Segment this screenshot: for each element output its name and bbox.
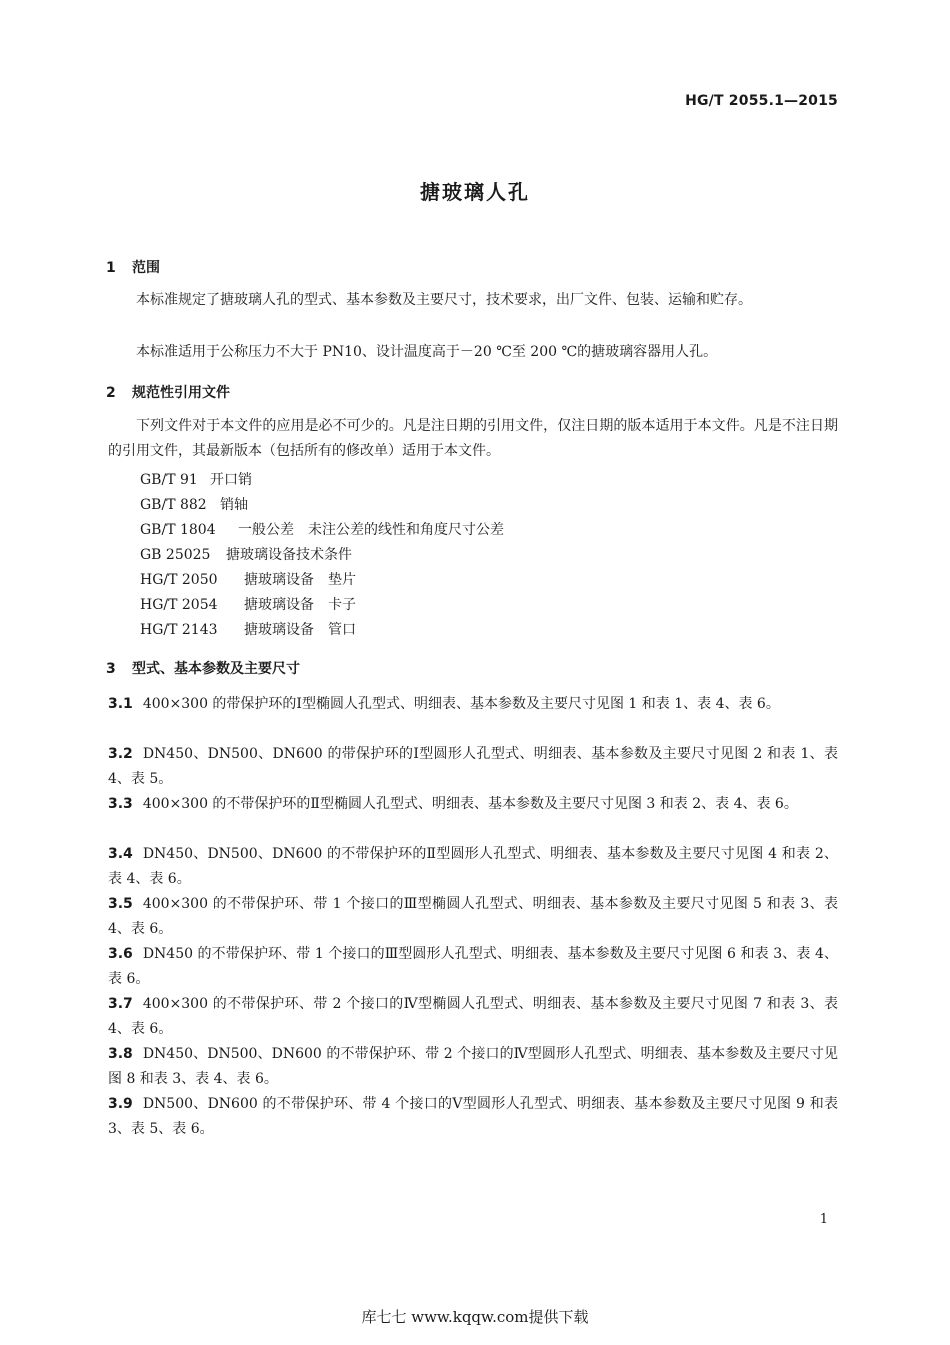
reference-title: 搪玻璃设备技术条件 (226, 547, 352, 563)
reference-title: 销轴 (220, 497, 248, 513)
section-title: 范围 (132, 260, 160, 276)
clause-text: DN450、DN500、DN600 的不带保护环、带 2 个接口的Ⅳ型圆形人孔型式、明细表、基本参数及主要尺寸见图 8 和表 3、表 4、表 6。 (108, 1046, 838, 1087)
download-footer: 库七七 www.kqqw.com提供下载 (361, 1308, 589, 1326)
clause-3-2 (108, 742, 838, 792)
reference-code: HG/T 2143 (140, 622, 218, 638)
section-number: 3 (106, 661, 116, 677)
reference-code: HG/T 2050 (140, 572, 218, 588)
clause-text: DN500、DN600 的不带保护环、带 4 个接口的Ⅴ型圆形人孔型式、明细表、基本参数及主要尺寸见图 9 和表 3、表 5、表 6。 (108, 1096, 838, 1137)
reference-item (140, 595, 356, 615)
clause-text: 400×300 的不带保护环、带 2 个接口的Ⅳ型椭圆人孔型式、明细表、基本参数及主要尺寸见图 7 和表 3、表 4、表 6。 (108, 996, 838, 1037)
clause-3-6 (108, 942, 838, 992)
clause-number: 3.7 (108, 996, 133, 1012)
page-number: 1 (819, 1212, 828, 1227)
clause-number: 3.2 (108, 746, 133, 762)
section-number: 2 (106, 385, 116, 401)
clause-text: 400×300 的带保护环的Ⅰ型椭圆人孔型式、明细表、基本参数及主要尺寸见图 1 和表 1、表 4、表 6。 (142, 696, 780, 712)
reference-item (140, 495, 248, 515)
reference-code: GB/T 882 (140, 497, 207, 513)
section-title: 型式、基本参数及主要尺寸 (132, 661, 300, 677)
section-1-heading (106, 257, 160, 277)
section-3-heading (106, 658, 300, 678)
clause-number: 3.4 (108, 846, 133, 862)
section-2-paragraph: 下列文件对于本文件的应用是必不可少的。凡是注日期的引用文件，仅注日期的版本适用于本文件。凡是不注日期的引用文件，其最新版本（包括所有的修改单）适用于本文件。 (108, 418, 838, 459)
clause-number: 3.5 (108, 896, 133, 912)
section-2-heading (106, 382, 230, 402)
section-1-paragraph-2: 本标准适用于公称压力不大于 PN10、设计温度高于－20 ℃至 200 ℃的搪玻璃容器用人孔。 (136, 344, 718, 360)
reference-code: GB 25025 (140, 547, 211, 563)
clause-3-9 (108, 1092, 838, 1142)
document-title: 搪玻璃人孔 (420, 180, 530, 204)
section-title: 规范性引用文件 (132, 385, 230, 401)
reference-title: 搪玻璃设备 卡子 (244, 597, 356, 613)
clause-number: 3.9 (108, 1096, 133, 1112)
reference-title: 搪玻璃设备 管口 (244, 622, 356, 638)
clause-number: 3.3 (108, 796, 133, 812)
clause-3-4 (108, 842, 838, 892)
standard-number: HG/T 2055.1—2015 (685, 93, 838, 109)
reference-title: 开口销 (210, 472, 252, 488)
reference-item (140, 545, 352, 565)
clause-3-3 (108, 792, 838, 817)
clause-3-8 (108, 1042, 838, 1092)
reference-item (140, 620, 356, 640)
clause-3-7 (108, 992, 838, 1042)
section-number: 1 (106, 260, 116, 276)
clause-text: 400×300 的不带保护环、带 1 个接口的Ⅲ型椭圆人孔型式、明细表、基本参数及主要尺寸见图 5 和表 3、表 4、表 6。 (108, 896, 838, 937)
clause-text: DN450、DN500、DN600 的带保护环的Ⅰ型圆形人孔型式、明细表、基本参数及主要尺寸见图 2 和表 1、表 4、表 5。 (108, 746, 838, 787)
clause-3-5 (108, 892, 838, 942)
reference-title: 一般公差 未注公差的线性和角度尺寸公差 (238, 522, 504, 538)
clause-text: DN450、DN500、DN600 的不带保护环的Ⅱ型圆形人孔型式、明细表、基本参数及主要尺寸见图 4 和表 2、表 4、表 6。 (108, 846, 838, 887)
clause-text: 400×300 的不带保护环的Ⅱ型椭圆人孔型式、明细表、基本参数及主要尺寸见图 3 和表 2、表 4、表 6。 (142, 796, 798, 812)
reference-title: 搪玻璃设备 垫片 (244, 572, 356, 588)
reference-code: GB/T 91 (140, 472, 198, 488)
reference-item (140, 470, 252, 490)
section-1-paragraph-1: 本标准规定了搪玻璃人孔的型式、基本参数及主要尺寸，技术要求，出厂文件、包装、运输和贮存。 (136, 292, 752, 308)
reference-item (140, 520, 504, 540)
clause-text: DN450 的不带保护环、带 1 个接口的Ⅲ型圆形人孔型式、明细表、基本参数及主要尺寸见图 6 和表 3、表 4、表 6。 (108, 946, 838, 987)
reference-item (140, 570, 356, 590)
clause-number: 3.6 (108, 946, 133, 962)
reference-code: HG/T 2054 (140, 597, 218, 613)
clause-3-1 (108, 692, 838, 717)
clause-number: 3.8 (108, 1046, 133, 1062)
reference-code: GB/T 1804 (140, 522, 216, 538)
clause-number: 3.1 (108, 696, 133, 712)
